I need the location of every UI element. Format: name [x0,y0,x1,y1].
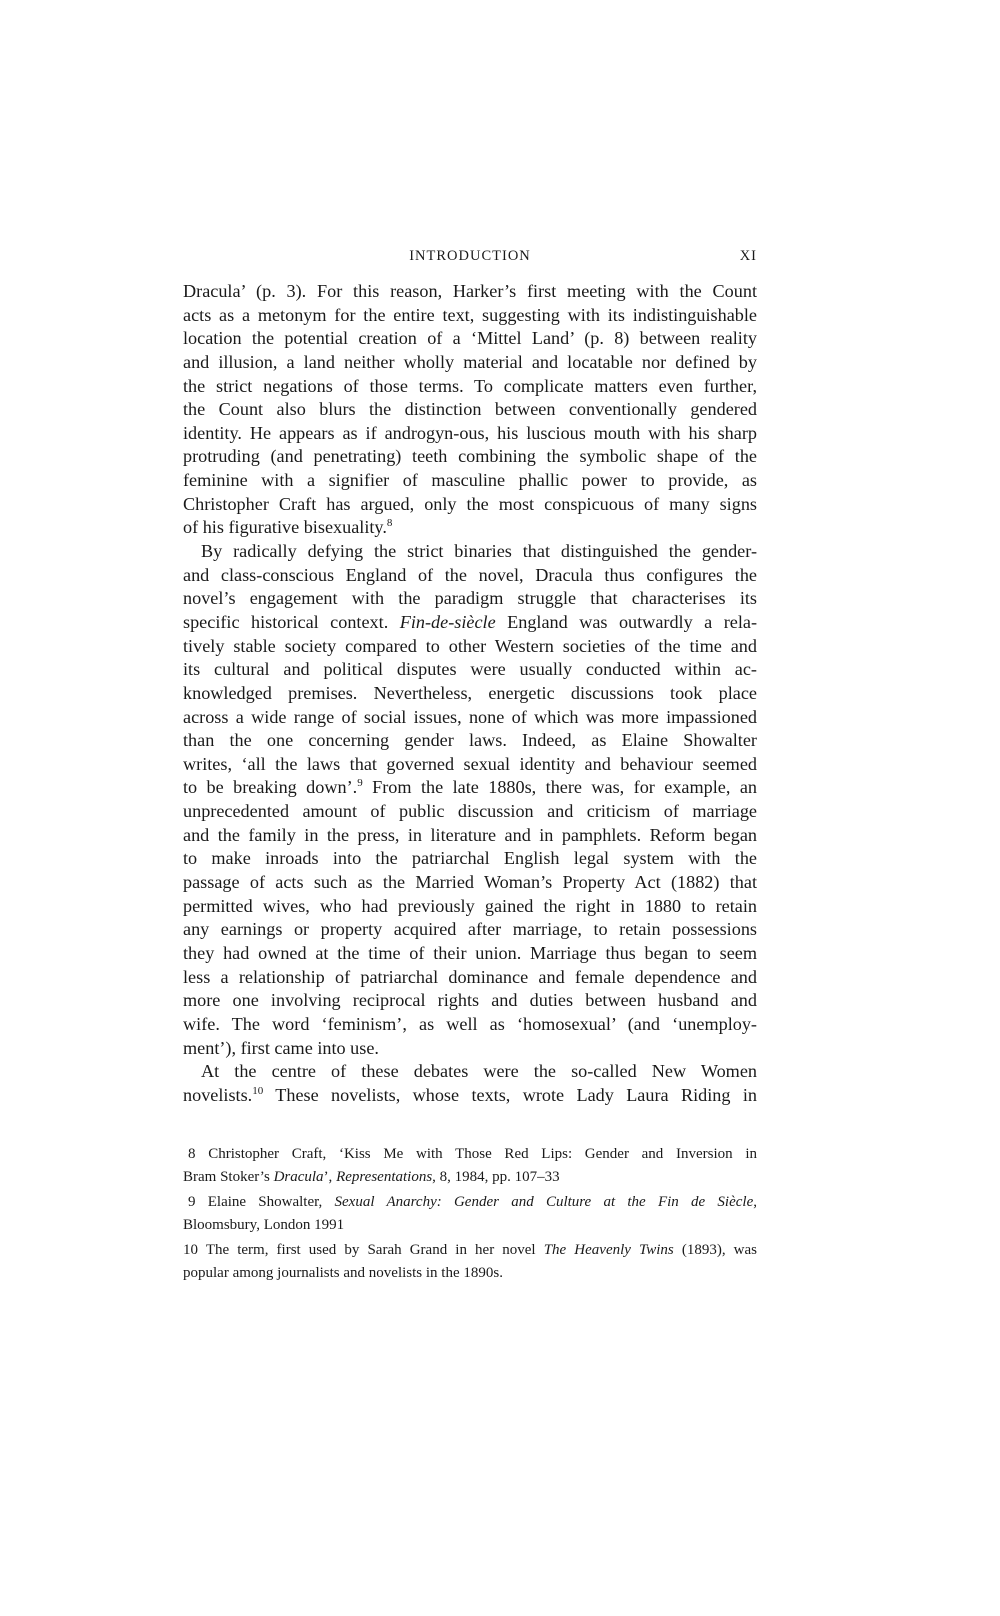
text-line [183,824,757,848]
text-run: of his figurative bisexuality. [183,517,387,538]
text-line [183,1060,757,1084]
text-run: Bloomsbury, London 1991 [183,1216,345,1233]
text-run: to be breaking down’. [183,777,358,798]
footnote-reference: 8 [386,517,393,530]
italic-text: Representations [336,1168,433,1185]
text-line [183,375,757,399]
text-line [183,351,757,375]
footnote-line [183,1214,757,1237]
text-run: Christopher Craft has argued, only the most conspicuous of many signs [183,493,757,514]
text-line [183,658,757,682]
text-run: novelists. [183,1084,253,1105]
text-run: ’, [323,1168,337,1185]
text-line [183,871,757,895]
text-run: more one involving reciprocal rights and duties between husband and [183,990,757,1011]
text-run: (1893), was [673,1242,757,1258]
text-line [183,706,757,730]
text-run: across a wide range of social issues, none of which was more impassioned [183,706,757,727]
text-run: 9 Elaine Showalter, [188,1194,335,1210]
footnote-line [183,1166,757,1189]
text-run: less a relationship of patriarchal dominance and female dependence and [183,966,757,987]
text-run: 10 The term, first used by Sarah Grand in her novel [183,1242,544,1258]
text-run: Bram Stoker’s [183,1168,274,1185]
text-line [183,1037,757,1061]
text-run: permitted wives, who had previously gained the right in 1880 to retain [183,895,757,916]
italic-text: Dracula [273,1168,324,1185]
text-line [183,398,757,422]
text-run: popular among journalists and novelists in the 1890s. [183,1264,503,1281]
text-line [183,918,757,942]
text-run: identity. He appears as if androgyn-ous, his luscious mouth with his sharp [183,422,757,443]
text-line [183,611,757,635]
text-line [183,564,757,588]
text-line [183,682,757,706]
text-run: At the centre of these debates were the so-called New Women [201,1061,757,1082]
text-run: the strict negations of those terms. To complicate matters even further, [183,375,757,396]
text-run: and the family in the press, in literature and in pamphlets. Reform began [183,824,757,845]
text-line [183,587,757,611]
footnote-line [183,1262,757,1285]
text-run: location the potential creation of a ‘Mittel Land’ (p. 8) between reality [183,328,757,349]
footnote-line [183,1191,757,1214]
text-line [183,989,757,1013]
text-line [183,516,757,540]
text-line [183,966,757,990]
text-line [183,280,757,304]
text-line [183,776,757,800]
running-title: INTRODUCTION [409,248,531,264]
text-line [183,422,757,446]
text-run: ment’), first came into use. [183,1037,379,1058]
text-line [183,729,757,753]
text-run: knowledged premises. Nevertheless, energetic discussions took place [183,682,757,703]
italic-text: Fin-de-siècle [399,611,496,632]
text-line [183,493,757,517]
body-text [183,280,757,1107]
text-run: From the late 1880s, there was, for example, an [362,777,757,798]
text-run: feminine with a signifier of masculine phallic power to provide, as [183,470,757,491]
text-run: to make inroads into the patriarchal English legal system with the [183,848,757,869]
text-line [183,942,757,966]
text-line [183,540,757,564]
text-line [183,800,757,824]
text-run: and illusion, a land neither wholly material and locatable nor defined by [183,351,757,372]
footnote-reference: 10 [252,1084,264,1097]
text-line [183,445,757,469]
text-run: its cultural and political disputes were usually conducted within ac- [183,659,757,680]
footnote-line [183,1239,757,1262]
footnotes [183,1143,757,1287]
italic-text: Sexual Anarchy: Gender and Culture at the Fin de Siècle [334,1194,754,1210]
text-line [183,635,757,659]
italic-text: The Heavenly Twins [543,1242,674,1258]
text-line [183,1013,757,1037]
text-run: they had owned at the time of their union. Marriage thus began to seem [183,942,757,963]
text-line [183,304,757,328]
page-number: XI [739,248,757,264]
text-run: 8 Christopher Craft, ‘Kiss Me with Those Red Lips: Gender and Inversion in [188,1146,757,1162]
text-run: By radically defying the strict binaries that distinguished the gender- [201,541,757,562]
text-run: , [753,1194,757,1210]
text-run: acts as a metonym for the entire text, suggesting with its indistinguishable [183,304,757,325]
footnote-reference: 9 [357,777,363,790]
text-line [183,469,757,493]
running-header [183,248,757,270]
text-run: , 8, 1984, pp. 107–33 [432,1168,560,1185]
text-run: wife. The word ‘feminism’, as well as ‘homosexual’ (and ‘unemploy- [183,1013,757,1034]
text-run: Dracula’ (p. 3). For this reason, Harker’s first meeting with the Count [183,281,757,301]
text-run: England was outwardly a rela- [495,611,758,632]
text-run: protruding (and penetrating) teeth combining the symbolic shape of the [183,446,757,467]
text-run: any earnings or property acquired after marriage, to retain possessions [183,919,757,940]
text-run: than the one concerning gender laws. Indeed, as Elaine Showalter [183,730,757,751]
text-run: passage of acts such as the Married Woman’s Property Act (1882) that [183,872,757,893]
text-run: novel’s engagement with the paradigm struggle that characterises its [183,588,757,609]
text-run: specific historical context. [183,611,400,632]
text-line [183,1084,757,1108]
text-run: and class-conscious England of the novel, Dracula thus configures the [183,564,757,585]
text-line [183,847,757,871]
footnote-line [183,1143,757,1166]
text-run: These novelists, whose texts, wrote Lady Laura Riding in [263,1084,757,1105]
text-line [183,753,757,777]
text-run: unprecedented amount of public discussion and criticism of marriage [183,801,757,822]
text-run: tively stable society compared to other Western societies of the time and [183,635,757,656]
text-line [183,895,757,919]
text-run: writes, ‘all the laws that governed sexual identity and behaviour seemed [183,753,757,774]
text-run: the Count also blurs the distinction between conventionally gendered [183,399,757,420]
text-line [183,327,757,351]
